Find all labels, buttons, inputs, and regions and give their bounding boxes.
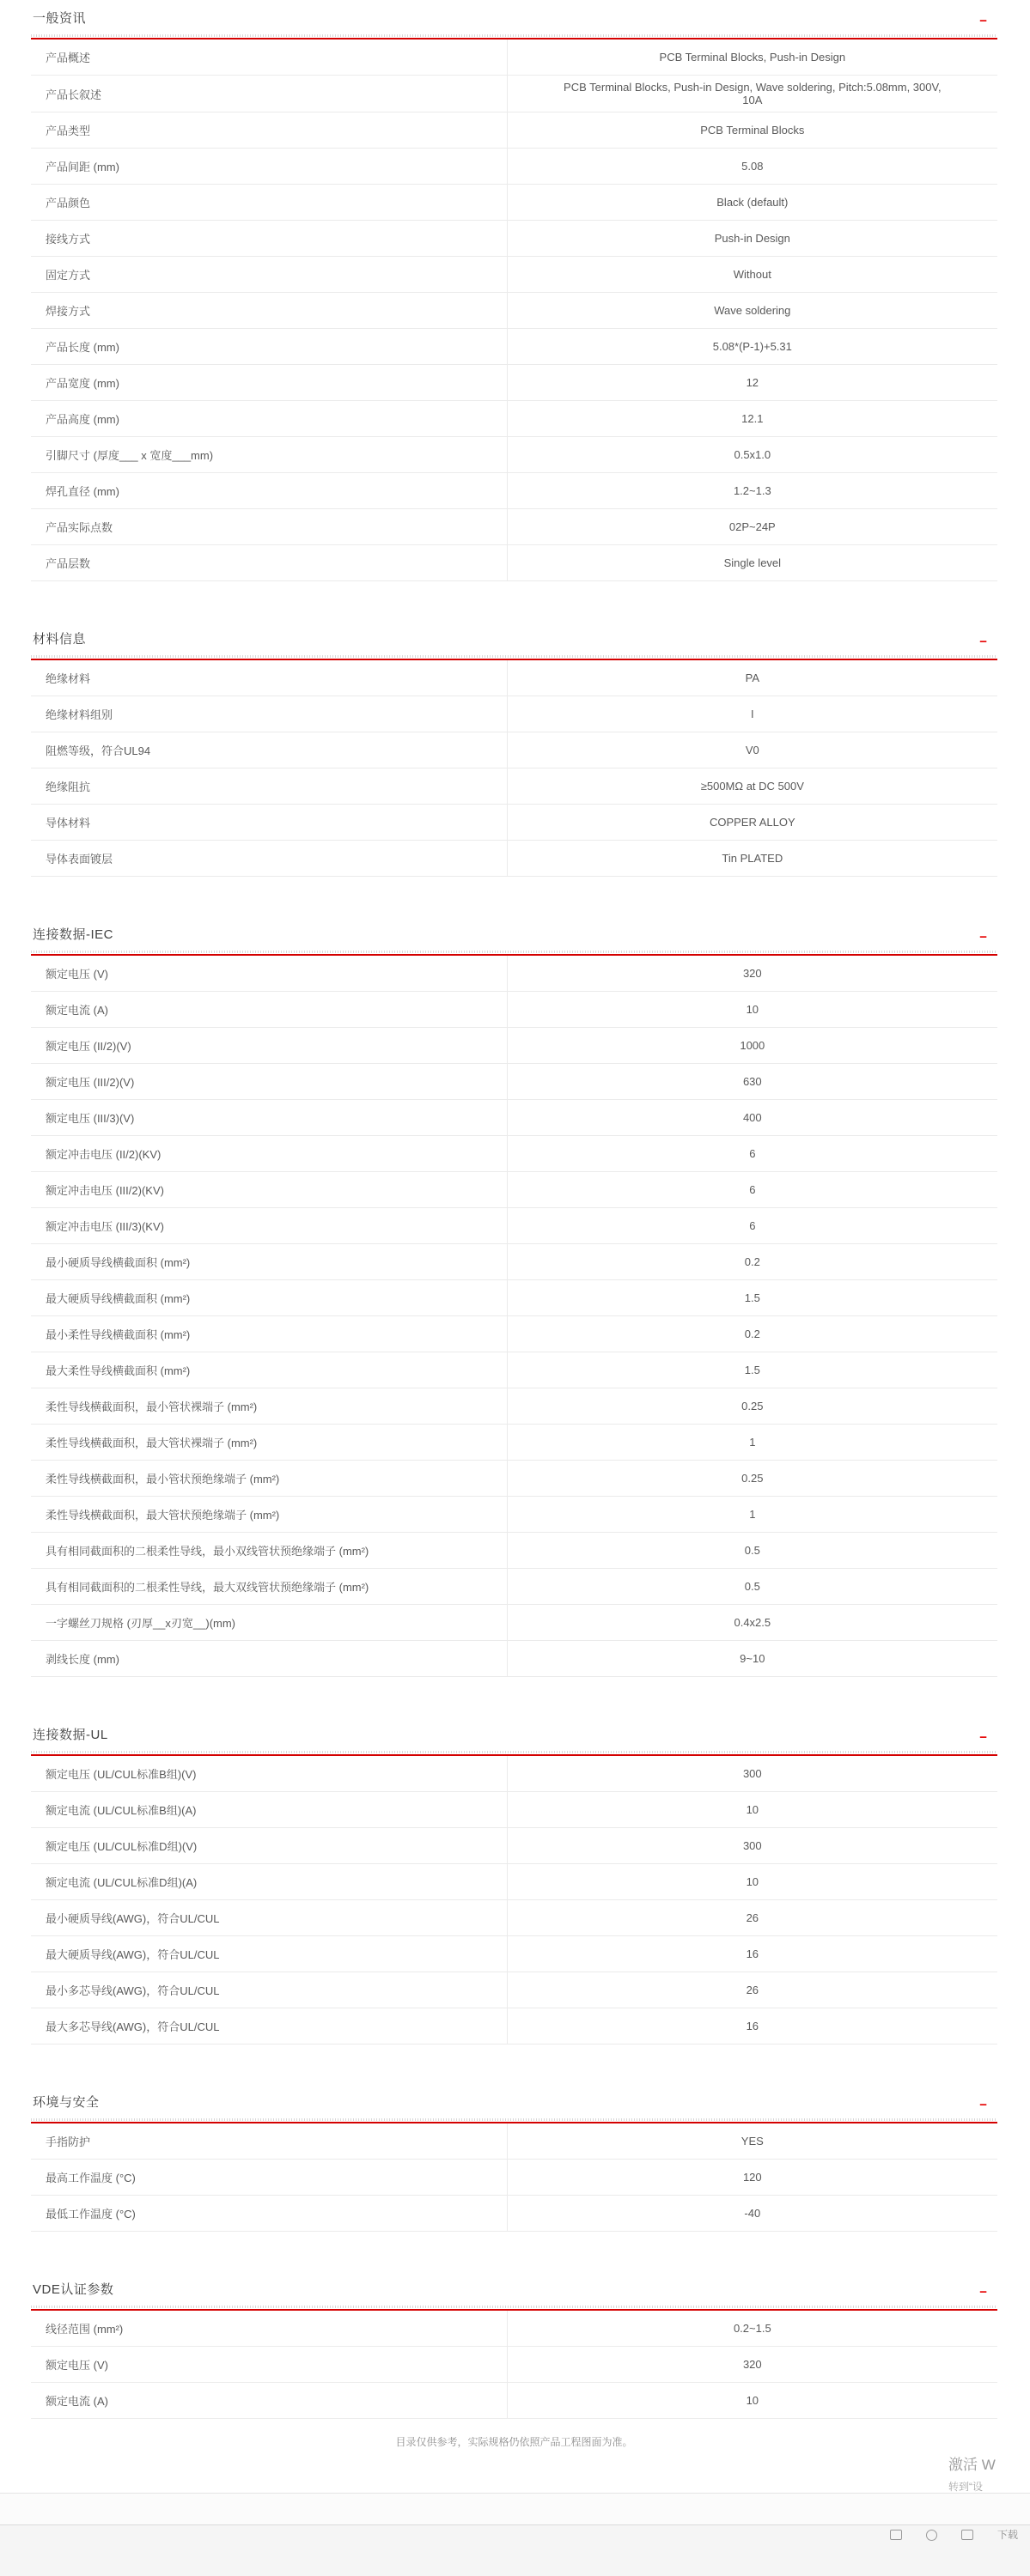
spec-label: 产品长度 (mm) bbox=[31, 329, 508, 364]
spec-row bbox=[31, 732, 997, 769]
section-header bbox=[31, 581, 997, 655]
spec-value: PCB Terminal Blocks bbox=[700, 124, 805, 137]
spec-row bbox=[31, 437, 997, 473]
spec-value: Black (default) bbox=[716, 196, 789, 209]
spec-value: 400 bbox=[742, 1111, 762, 1124]
spec-value: 10 bbox=[746, 1875, 759, 1888]
spec-value: 0.2 bbox=[744, 1255, 760, 1268]
spec-value: PCB Terminal Blocks, Push-in Design bbox=[659, 51, 846, 64]
spec-value: 1.5 bbox=[744, 1291, 760, 1304]
spec-label: 最高工作温度 (°C) bbox=[31, 2160, 508, 2195]
spec-label: 柔性导线横截面积，最小管状预绝缘端子 (mm²) bbox=[31, 1461, 508, 1496]
spec-value: Push-in Design bbox=[714, 232, 790, 245]
spec-label: 绝缘材料 bbox=[31, 660, 508, 696]
spec-label: 最大硬质导线横截面积 (mm²) bbox=[31, 1280, 508, 1315]
spec-value: 10 bbox=[746, 2394, 759, 2407]
spec-value: I bbox=[751, 708, 754, 720]
spec-row bbox=[31, 1208, 997, 1244]
spec-label: 线径范围 (mm²) bbox=[31, 2311, 508, 2346]
spec-value: 0.4x2.5 bbox=[734, 1616, 771, 1629]
spec-label: 焊孔直径 (mm) bbox=[31, 473, 508, 508]
spec-label: 产品实际点数 bbox=[31, 509, 508, 544]
spec-value: 16 bbox=[746, 1947, 759, 1960]
spec-row bbox=[31, 1900, 997, 1936]
spec-value: 1 bbox=[749, 1436, 756, 1449]
spec-value: Tin PLATED bbox=[722, 852, 783, 865]
spec-value: PCB Terminal Blocks, Push-in Design, Wave soldering, Pitch:5.08mm, 300V, 10A bbox=[564, 81, 942, 106]
monitor-icon[interactable] bbox=[890, 2530, 902, 2540]
page-lower-band bbox=[0, 2493, 1030, 2524]
spec-label: 导体表面镀层 bbox=[31, 841, 508, 876]
spec-row bbox=[31, 545, 997, 581]
spec-value: Single level bbox=[723, 556, 782, 569]
spec-row bbox=[31, 1936, 997, 1972]
spec-row bbox=[31, 1388, 997, 1425]
spec-row bbox=[31, 1461, 997, 1497]
spec-row bbox=[31, 257, 997, 293]
spec-value: 16 bbox=[746, 2020, 759, 2032]
spec-value: 6 bbox=[749, 1183, 756, 1196]
spec-row bbox=[31, 1756, 997, 1792]
spec-section bbox=[31, 877, 997, 1677]
spec-label: 额定电压 (III/3)(V) bbox=[31, 1100, 508, 1135]
spec-label: 柔性导线横截面积，最大管状预绝缘端子 (mm²) bbox=[31, 1497, 508, 1532]
spec-row bbox=[31, 769, 997, 805]
spec-value: 120 bbox=[742, 2171, 762, 2184]
spec-row bbox=[31, 805, 997, 841]
share-icon[interactable] bbox=[961, 2530, 973, 2540]
spec-table bbox=[31, 660, 997, 877]
spec-label: 额定冲击电压 (III/2)(KV) bbox=[31, 1172, 508, 1207]
spec-row bbox=[31, 1352, 997, 1388]
spec-label: 产品颜色 bbox=[31, 185, 508, 220]
spec-label: 具有相同截面积的二根柔性导线，最大双线管状预绝缘端子 (mm²) bbox=[31, 1569, 508, 1604]
spec-label: 接线方式 bbox=[31, 221, 508, 256]
spec-label: 最小硬质导线(AWG)，符合UL/CUL bbox=[31, 1900, 508, 1935]
spec-row bbox=[31, 509, 997, 545]
spec-value: 0.25 bbox=[741, 1400, 764, 1413]
spec-row bbox=[31, 1828, 997, 1864]
spec-row bbox=[31, 112, 997, 149]
spec-row bbox=[31, 2123, 997, 2160]
spec-label: 额定电压 (UL/CUL标准D组)(V) bbox=[31, 1828, 508, 1863]
spec-row bbox=[31, 293, 997, 329]
spec-row bbox=[31, 1316, 997, 1352]
spec-value: 9~10 bbox=[740, 1652, 765, 1665]
spec-row bbox=[31, 1641, 997, 1677]
spec-row bbox=[31, 992, 997, 1028]
spec-label: 额定电压 (V) bbox=[31, 956, 508, 991]
section-header bbox=[31, 9, 997, 34]
spec-label: 具有相同截面积的二根柔性导线，最小双线管状预绝缘端子 (mm²) bbox=[31, 1533, 508, 1568]
spec-value: 0.5 bbox=[744, 1580, 760, 1593]
bottom-toolbar bbox=[0, 2524, 1030, 2576]
spec-row bbox=[31, 473, 997, 509]
spec-label: 产品概述 bbox=[31, 39, 508, 75]
spec-value: 0.5 bbox=[744, 1544, 760, 1557]
spec-label: 最大硬质导线(AWG)，符合UL/CUL bbox=[31, 1936, 508, 1971]
section-header bbox=[31, 1677, 997, 1751]
section-title: 连接数据-UL bbox=[33, 1728, 108, 1742]
spec-row bbox=[31, 329, 997, 365]
spec-row bbox=[31, 2160, 997, 2196]
spec-value: 320 bbox=[742, 2358, 762, 2371]
spec-label: 额定电流 (UL/CUL标准B组)(A) bbox=[31, 1792, 508, 1827]
spec-label: 额定电压 (UL/CUL标准B组)(V) bbox=[31, 1756, 508, 1791]
spec-label: 最大柔性导线横截面积 (mm²) bbox=[31, 1352, 508, 1388]
spec-section bbox=[31, 1677, 997, 2044]
section-title: VDE认证参数 bbox=[33, 2282, 114, 2297]
spec-label: 额定冲击电压 (II/2)(KV) bbox=[31, 1136, 508, 1171]
spec-label: 导体材料 bbox=[31, 805, 508, 840]
spec-label: 引脚尺寸 (厚度___ x 宽度___mm) bbox=[31, 437, 508, 472]
spec-section bbox=[31, 2232, 997, 2419]
spec-label: 最大多芯导线(AWG)，符合UL/CUL bbox=[31, 2008, 508, 2044]
spec-row bbox=[31, 2008, 997, 2044]
spec-label: 绝缘材料组别 bbox=[31, 696, 508, 732]
section-title: 环境与安全 bbox=[33, 2095, 100, 2110]
section-header bbox=[31, 877, 997, 951]
spec-label: 额定电流 (A) bbox=[31, 2383, 508, 2418]
spec-label: 额定电流 (A) bbox=[31, 992, 508, 1027]
spec-label: 额定电压 (II/2)(V) bbox=[31, 1028, 508, 1063]
windows-activation-watermark bbox=[948, 2452, 1030, 2494]
watermark-line1: 激活 W bbox=[948, 2457, 996, 2473]
spec-label: 最小多芯导线(AWG)，符合UL/CUL bbox=[31, 1972, 508, 2008]
spec-value: YES bbox=[741, 2135, 764, 2148]
spec-label: 绝缘阻抗 bbox=[31, 769, 508, 804]
spec-value: 12.1 bbox=[741, 412, 764, 425]
spec-label: 额定电流 (UL/CUL标准D组)(A) bbox=[31, 1864, 508, 1899]
spec-value: 0.5x1.0 bbox=[734, 448, 771, 461]
spec-row bbox=[31, 1136, 997, 1172]
spec-row bbox=[31, 39, 997, 76]
spec-value: 6 bbox=[749, 1147, 756, 1160]
spec-row bbox=[31, 1972, 997, 2008]
spec-label: 产品长叙述 bbox=[31, 76, 508, 112]
section-header bbox=[31, 2232, 997, 2306]
collapse-section-button[interactable]: − bbox=[979, 930, 987, 945]
spec-label: 剥线长度 (mm) bbox=[31, 1641, 508, 1676]
spec-row bbox=[31, 2383, 997, 2419]
spec-label: 柔性导线横截面积，最大管状裸端子 (mm²) bbox=[31, 1425, 508, 1460]
spec-value: 630 bbox=[742, 1075, 762, 1088]
spec-value: 5.08*(P-1)+5.31 bbox=[712, 340, 792, 353]
spec-value: COPPER ALLOY bbox=[709, 816, 795, 829]
spec-value: 12 bbox=[746, 376, 759, 389]
spec-value: V0 bbox=[745, 744, 759, 756]
spec-row bbox=[31, 221, 997, 257]
spec-value: 10 bbox=[746, 1803, 759, 1816]
spec-row bbox=[31, 149, 997, 185]
collapse-section-button[interactable]: − bbox=[979, 2098, 987, 2112]
download-button[interactable]: 下载 bbox=[996, 2529, 1018, 2541]
spec-label: 产品宽度 (mm) bbox=[31, 365, 508, 400]
spec-section bbox=[31, 581, 997, 877]
globe-icon[interactable] bbox=[926, 2530, 937, 2541]
spec-row bbox=[31, 185, 997, 221]
spec-value: 02P~24P bbox=[728, 520, 776, 533]
spec-row bbox=[31, 1425, 997, 1461]
spec-row bbox=[31, 1497, 997, 1533]
spec-row bbox=[31, 1028, 997, 1064]
spec-row bbox=[31, 2311, 997, 2347]
spec-row bbox=[31, 76, 997, 112]
collapse-section-button[interactable]: − bbox=[979, 635, 987, 649]
spec-label: 最小柔性导线横截面积 (mm²) bbox=[31, 1316, 508, 1352]
spec-value: 0.2 bbox=[744, 1327, 760, 1340]
spec-row bbox=[31, 1792, 997, 1828]
spec-value: 1.2~1.3 bbox=[733, 484, 771, 497]
spec-value: 320 bbox=[742, 967, 762, 980]
spec-value: 1000 bbox=[740, 1039, 765, 1052]
spec-label: 焊接方式 bbox=[31, 293, 508, 328]
section-title: 连接数据-IEC bbox=[33, 927, 114, 942]
spec-label: 手指防护 bbox=[31, 2123, 508, 2159]
section-title: 材料信息 bbox=[33, 632, 87, 647]
spec-row bbox=[31, 1064, 997, 1100]
spec-row bbox=[31, 1605, 997, 1641]
spec-label: 最低工作温度 (°C) bbox=[31, 2196, 508, 2231]
spec-label: 阻燃等级，符合UL94 bbox=[31, 732, 508, 768]
spec-row bbox=[31, 365, 997, 401]
spec-table bbox=[31, 2123, 997, 2232]
spec-row bbox=[31, 696, 997, 732]
spec-row bbox=[31, 401, 997, 437]
collapse-section-button[interactable]: − bbox=[979, 2285, 987, 2300]
spec-row bbox=[31, 1100, 997, 1136]
spec-row bbox=[31, 1280, 997, 1316]
spec-row bbox=[31, 2347, 997, 2383]
spec-row bbox=[31, 660, 997, 696]
spec-label: 产品层数 bbox=[31, 545, 508, 580]
spec-row bbox=[31, 2196, 997, 2232]
spec-value: 0.25 bbox=[741, 1472, 764, 1485]
spec-table bbox=[31, 1756, 997, 2044]
spec-row bbox=[31, 1172, 997, 1208]
spec-label: 产品类型 bbox=[31, 112, 508, 148]
spec-value: 26 bbox=[746, 1984, 759, 1996]
spec-row bbox=[31, 1864, 997, 1900]
spec-label: 额定冲击电压 (III/3)(KV) bbox=[31, 1208, 508, 1243]
spec-value: 26 bbox=[746, 1911, 759, 1924]
spec-value: 1.5 bbox=[744, 1364, 760, 1376]
spec-label: 一字螺丝刀规格 (刃厚__x刃宽__)(mm) bbox=[31, 1605, 508, 1640]
spec-section bbox=[31, 9, 997, 581]
disclaimer-text: 目录仅供参考，实际规格仍依照产品工程图面为准。 bbox=[395, 2436, 633, 2448]
spec-value: -40 bbox=[744, 2207, 761, 2220]
spec-table bbox=[31, 956, 997, 1677]
spec-value: 300 bbox=[742, 1767, 762, 1780]
spec-label: 柔性导线横截面积，最小管状裸端子 (mm²) bbox=[31, 1388, 508, 1424]
spec-value: 10 bbox=[746, 1003, 759, 1016]
spec-label: 产品间距 (mm) bbox=[31, 149, 508, 184]
spec-value: PA bbox=[745, 671, 759, 684]
spec-value: 1 bbox=[749, 1508, 756, 1521]
section-title: 一般资讯 bbox=[33, 11, 87, 26]
spec-row bbox=[31, 1533, 997, 1569]
spec-label: 产品高度 (mm) bbox=[31, 401, 508, 436]
spec-label: 固定方式 bbox=[31, 257, 508, 292]
spec-label: 额定电压 (V) bbox=[31, 2347, 508, 2382]
section-header bbox=[31, 2044, 997, 2118]
spec-value: Wave soldering bbox=[714, 304, 791, 317]
collapse-section-button[interactable]: − bbox=[979, 14, 987, 28]
spec-row bbox=[31, 1569, 997, 1605]
spec-table bbox=[31, 39, 997, 581]
spec-value: ≥500MΩ at DC 500V bbox=[700, 780, 804, 793]
spec-value: 5.08 bbox=[741, 160, 764, 173]
spec-section bbox=[31, 2044, 997, 2232]
spec-value: Without bbox=[733, 268, 771, 281]
spec-row bbox=[31, 956, 997, 992]
spec-table bbox=[31, 2311, 997, 2419]
spec-row bbox=[31, 1244, 997, 1280]
watermark-line2: 转到“设 bbox=[948, 2481, 983, 2493]
collapse-section-button[interactable]: − bbox=[979, 1730, 987, 1745]
spec-value: 6 bbox=[749, 1219, 756, 1232]
spec-row bbox=[31, 841, 997, 877]
spec-label: 额定电压 (III/2)(V) bbox=[31, 1064, 508, 1099]
spec-label: 最小硬质导线横截面积 (mm²) bbox=[31, 1244, 508, 1279]
spec-value: 0.2~1.5 bbox=[733, 2322, 771, 2335]
spec-value: 300 bbox=[742, 1839, 762, 1852]
